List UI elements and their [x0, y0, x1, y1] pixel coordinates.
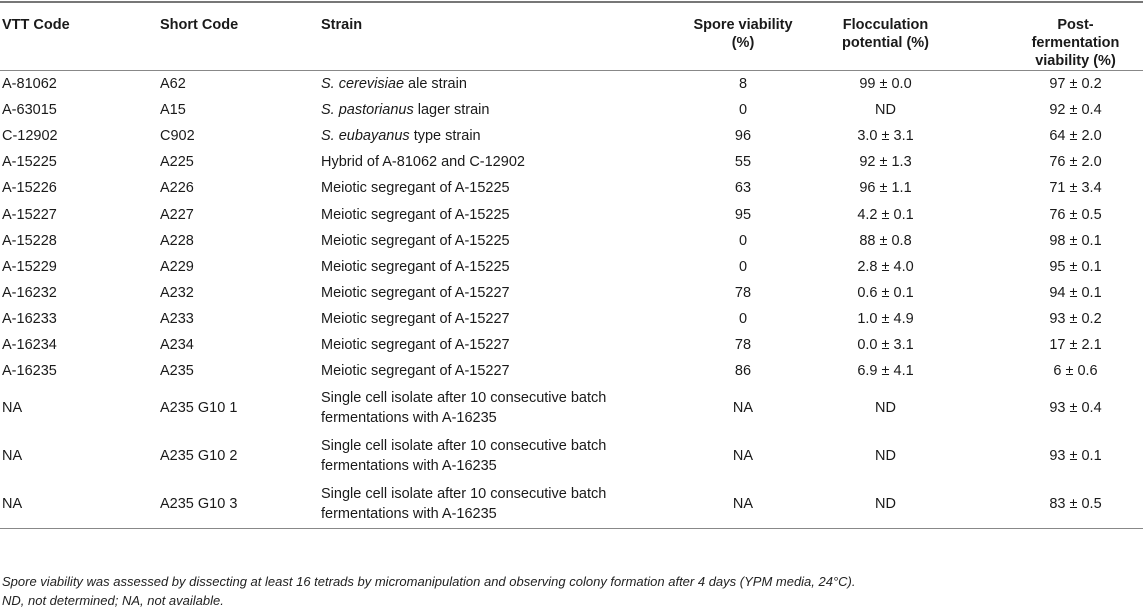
strain-description: Meiotic segregant of A-15225	[321, 258, 510, 275]
cell-spore-viability: NA	[732, 448, 754, 465]
cell-vtt-code: A-15226	[2, 180, 57, 197]
cell-vtt-code: A-15225	[2, 154, 57, 171]
cell-spore-viability: 95	[734, 206, 752, 223]
cell-short-code: A235 G10 2	[160, 448, 238, 465]
header-strain: Strain	[321, 2, 663, 71]
header-flocculation-text: Flocculation potential (%)	[842, 17, 929, 51]
table-row	[0, 123, 1143, 149]
cell-flocculation: 2.8 ± 4.0	[857, 258, 914, 275]
cell-post-fermentation: 64 ± 2.0	[1049, 128, 1102, 145]
cell-vtt-code: A-16233	[2, 310, 57, 327]
cell-post-fermentation: 93 ± 0.2	[1049, 310, 1102, 327]
cell-spore-viability: NA	[732, 400, 754, 417]
cell-vtt-code: A-16235	[2, 363, 57, 380]
cell-short-code: A15	[160, 102, 186, 119]
strain-description: Meiotic segregant of A-15227	[321, 363, 510, 380]
cell-spore-viability: 78	[734, 284, 752, 301]
strain-description: Meiotic segregant of A-15227	[321, 336, 510, 353]
table-row	[0, 254, 1143, 280]
header-spore-viability	[663, 2, 803, 71]
cell-spore-viability: 63	[734, 180, 752, 197]
cell-flocculation: ND	[875, 400, 896, 417]
cell-post-fermentation: 17 ± 2.1	[1049, 336, 1102, 353]
strain-description: Meiotic segregant of A-15225	[321, 206, 510, 223]
cell-strain	[321, 384, 663, 432]
cell-short-code: A62	[160, 76, 186, 93]
strain-description: ale strain	[404, 76, 467, 93]
table-row	[0, 149, 1143, 175]
cell-strain	[321, 71, 663, 98]
table-header-row	[0, 2, 1143, 71]
cell-vtt-code: NA	[2, 448, 23, 465]
cell-strain	[321, 228, 663, 254]
header-short-code: Short Code	[160, 2, 321, 71]
cell-short-code: A227	[160, 206, 194, 223]
cell-short-code: A229	[160, 258, 194, 275]
cell-strain	[321, 358, 663, 384]
cell-flocculation: 96 ± 1.1	[859, 180, 912, 197]
cell-post-fermentation: 92 ± 0.4	[1049, 102, 1102, 119]
cell-strain	[321, 149, 663, 175]
cell-vtt-code: A-16234	[2, 336, 57, 353]
cell-short-code: A226	[160, 180, 194, 197]
cell-spore-viability: NA	[663, 480, 803, 529]
cell-strain	[321, 480, 663, 529]
header-post-fermentation	[968, 2, 1143, 71]
cell-spore-viability: 8	[738, 76, 748, 93]
header-flocculation	[803, 2, 968, 71]
table-row	[0, 432, 1143, 480]
cell-post-fermentation: 83 ± 0.5	[968, 480, 1143, 529]
cell-post-fermentation: 93 ± 0.1	[1049, 448, 1102, 465]
cell-flocculation: 4.2 ± 0.1	[857, 206, 914, 223]
cell-spore-viability: 0	[738, 310, 748, 327]
cell-flocculation: ND	[803, 480, 968, 529]
cell-short-code: A235	[160, 363, 194, 380]
cell-vtt-code: A-15229	[2, 258, 57, 275]
cell-strain	[321, 332, 663, 358]
table-row	[0, 384, 1143, 432]
cell-post-fermentation: 94 ± 0.1	[1049, 284, 1102, 301]
header-spore-viability-text: Spore viability (%)	[693, 17, 793, 51]
cell-vtt-code: A-15228	[2, 232, 57, 249]
strain-description: Single cell isolate after 10 consecutive batch fermentations with A-16235	[321, 486, 611, 523]
cell-strain	[321, 254, 663, 280]
cell-strain	[321, 123, 663, 149]
cell-vtt-code: A-15227	[2, 206, 57, 223]
cell-short-code: A233	[160, 310, 194, 327]
cell-strain	[321, 432, 663, 480]
cell-post-fermentation: 97 ± 0.2	[1049, 76, 1102, 93]
header-post-fermentation-text: Post-fermentation viability (%)	[1031, 17, 1120, 69]
strain-description: Hybrid of A-81062 and C-12902	[321, 154, 525, 171]
cell-vtt-code: C-12902	[2, 128, 58, 145]
cell-short-code: A235 G10 1	[160, 400, 238, 417]
cell-spore-viability: 55	[734, 154, 752, 171]
cell-vtt-code: A-81062	[2, 76, 57, 93]
cell-post-fermentation: 76 ± 2.0	[1049, 154, 1102, 171]
strain-description: Meiotic segregant of A-15225	[321, 232, 510, 249]
cell-spore-viability: 0	[738, 232, 748, 249]
cell-flocculation: 3.0 ± 3.1	[857, 128, 914, 145]
cell-spore-viability: 86	[734, 363, 752, 380]
strain-table	[0, 1, 1143, 529]
cell-strain	[321, 97, 663, 123]
cell-strain	[321, 280, 663, 306]
strain-description: Single cell isolate after 10 consecutive batch fermentations with A-16235	[321, 390, 611, 427]
cell-flocculation: 99 ± 0.0	[859, 76, 912, 93]
species-name: S. eubayanus	[321, 128, 410, 145]
cell-post-fermentation: 95 ± 0.1	[1049, 258, 1102, 275]
table-row	[0, 201, 1143, 227]
strain-description: type strain	[409, 128, 481, 145]
cell-spore-viability: 78	[734, 336, 752, 353]
cell-vtt-code: NA	[2, 400, 23, 417]
footnote-abbreviations: ND, not determined; NA, not available.	[2, 593, 224, 608]
cell-short-code: C902	[160, 128, 195, 145]
table-row	[0, 71, 1143, 98]
cell-strain	[321, 175, 663, 201]
cell-strain	[321, 306, 663, 332]
cell-post-fermentation: 71 ± 3.4	[1049, 180, 1102, 197]
cell-strain	[321, 201, 663, 227]
table-row	[0, 97, 1143, 123]
species-name: S. cerevisiae	[321, 76, 405, 93]
cell-flocculation: 88 ± 0.8	[859, 232, 912, 249]
header-vtt-code: VTT Code	[0, 2, 160, 71]
cell-short-code: A232	[160, 284, 194, 301]
cell-short-code: A228	[160, 232, 194, 249]
footnote-spore-method: Spore viability was assessed by dissecting at least 16 tetrads by micromanipulation and observing colony formation after 4 days (YPM media, 24°C).	[2, 574, 856, 589]
table-row	[0, 358, 1143, 384]
cell-flocculation: ND	[875, 448, 896, 465]
cell-flocculation: 0.6 ± 0.1	[857, 284, 914, 301]
cell-short-code: A234	[160, 336, 194, 353]
cell-post-fermentation: 93 ± 0.4	[1049, 400, 1102, 417]
cell-vtt-code: NA	[0, 480, 160, 529]
cell-post-fermentation: 76 ± 0.5	[1049, 206, 1102, 223]
species-name: S. pastorianus	[321, 102, 414, 119]
cell-vtt-code: A-63015	[2, 102, 57, 119]
cell-flocculation: ND	[875, 102, 896, 119]
table-row	[0, 332, 1143, 358]
table-row	[0, 480, 1143, 529]
strain-description: lager strain	[413, 102, 490, 119]
table-row	[0, 228, 1143, 254]
cell-short-code: A225	[160, 154, 194, 171]
table-row	[0, 175, 1143, 201]
cell-flocculation: 1.0 ± 4.9	[857, 310, 914, 327]
table-row	[0, 306, 1143, 332]
cell-flocculation: 92 ± 1.3	[859, 154, 912, 171]
cell-short-code: A235 G10 3	[160, 480, 321, 529]
cell-flocculation: 6.9 ± 4.1	[857, 363, 914, 380]
cell-flocculation: 0.0 ± 3.1	[857, 336, 914, 353]
cell-spore-viability: 0	[738, 258, 748, 275]
cell-post-fermentation: 98 ± 0.1	[1049, 232, 1102, 249]
cell-vtt-code: A-16232	[2, 284, 57, 301]
cell-post-fermentation: 6 ± 0.6	[1053, 363, 1098, 380]
strain-description: Meiotic segregant of A-15227	[321, 310, 510, 327]
strain-description: Meiotic segregant of A-15227	[321, 284, 510, 301]
cell-spore-viability: 96	[734, 128, 752, 145]
strain-description: Meiotic segregant of A-15225	[321, 180, 510, 197]
strain-description: Single cell isolate after 10 consecutive batch fermentations with A-16235	[321, 438, 611, 475]
cell-spore-viability: 0	[738, 102, 748, 119]
table-row	[0, 280, 1143, 306]
